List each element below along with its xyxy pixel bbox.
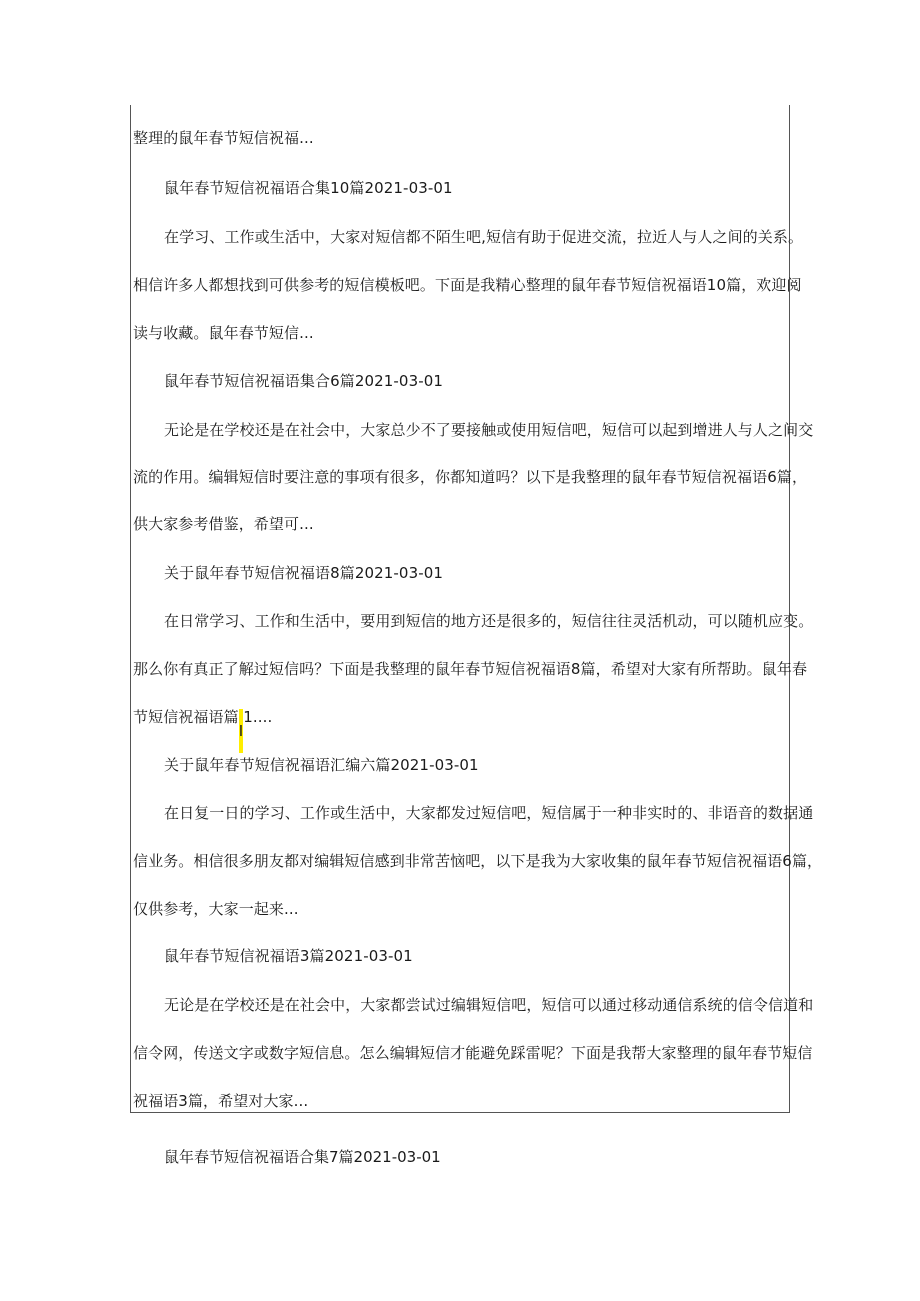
article-title[interactable]: 鼠年春节短信祝福语3篇2021-03-01 bbox=[164, 947, 413, 965]
text-segment: 1.... bbox=[243, 708, 273, 726]
text-line: 在日复一日的学习、工作或生活中，大家都发过短信吧，短信属于一种非实时的、非语音的数据通 bbox=[164, 804, 814, 822]
article-title[interactable]: 关于鼠年春节短信祝福语8篇2021-03-01 bbox=[164, 564, 444, 582]
article-title[interactable]: 鼠年春节短信祝福语合集7篇2021-03-01 bbox=[164, 1148, 441, 1166]
article-title[interactable]: 鼠年春节短信祝福语合集10篇2021-03-01 bbox=[164, 179, 453, 197]
text-line: 信令网，传送文字或数字短信息。怎么编辑短信才能避免踩雷呢？下面是我帮大家整理的鼠年春节短信 bbox=[133, 1044, 813, 1062]
article-title[interactable]: 关于鼠年春节短信祝福语汇编六篇2021-03-01 bbox=[164, 756, 479, 774]
text-line: 供大家参考借鉴，希望可... bbox=[133, 515, 314, 533]
text-line: 无论是在学校还是在社会中，大家都尝试过编辑短信吧，短信可以通过移动通信系统的信令信道和 bbox=[164, 996, 814, 1014]
text-line: 无论是在学校还是在社会中，大家总少不了要接触或使用短信吧，短信可以起到增进人与人之间交 bbox=[164, 421, 814, 439]
text-line: 流的作用。编辑短信时要注意的事项有很多，你都知道吗？以下是我整理的鼠年春节短信祝福语6篇， bbox=[133, 468, 808, 486]
text-line: 整理的鼠年春节短信祝福... bbox=[133, 129, 314, 147]
search-highlight: I bbox=[239, 709, 244, 753]
text-line: 那么你有真正了解过短信吗？下面是我整理的鼠年春节短信祝福语8篇，希望对大家有所帮助。鼠年春 bbox=[133, 660, 808, 678]
article-title[interactable]: 鼠年春节短信祝福语集合6篇2021-03-01 bbox=[164, 372, 444, 390]
text-segment: 节短信祝福语篇 bbox=[133, 708, 239, 726]
text-line: 在日常学习、工作和生活中，要用到短信的地方还是很多的，短信往往灵活机动，可以随机应变。 bbox=[164, 612, 814, 630]
text-line: 祝福语3篇，希望对大家... bbox=[133, 1092, 309, 1110]
text-line: 相信许多人都想找到可供参考的短信模板吧。下面是我精心整理的鼠年春节短信祝福语10篇，欢迎阅 bbox=[133, 276, 802, 294]
text-line bbox=[133, 707, 272, 753]
text-line: 信业务。相信很多朋友都对编辑短信感到非常苦恼吧，以下是我为大家收集的鼠年春节短信祝福语6篇， bbox=[133, 852, 823, 870]
text-line: 在学习、工作或生活中，大家对短信都不陌生吧,短信有助于促进交流，拉近人与人之间的关系。 bbox=[164, 228, 804, 246]
text-line: 读与收藏。鼠年春节短信... bbox=[133, 324, 314, 342]
text-line: 仅供参考，大家一起来... bbox=[133, 900, 299, 918]
